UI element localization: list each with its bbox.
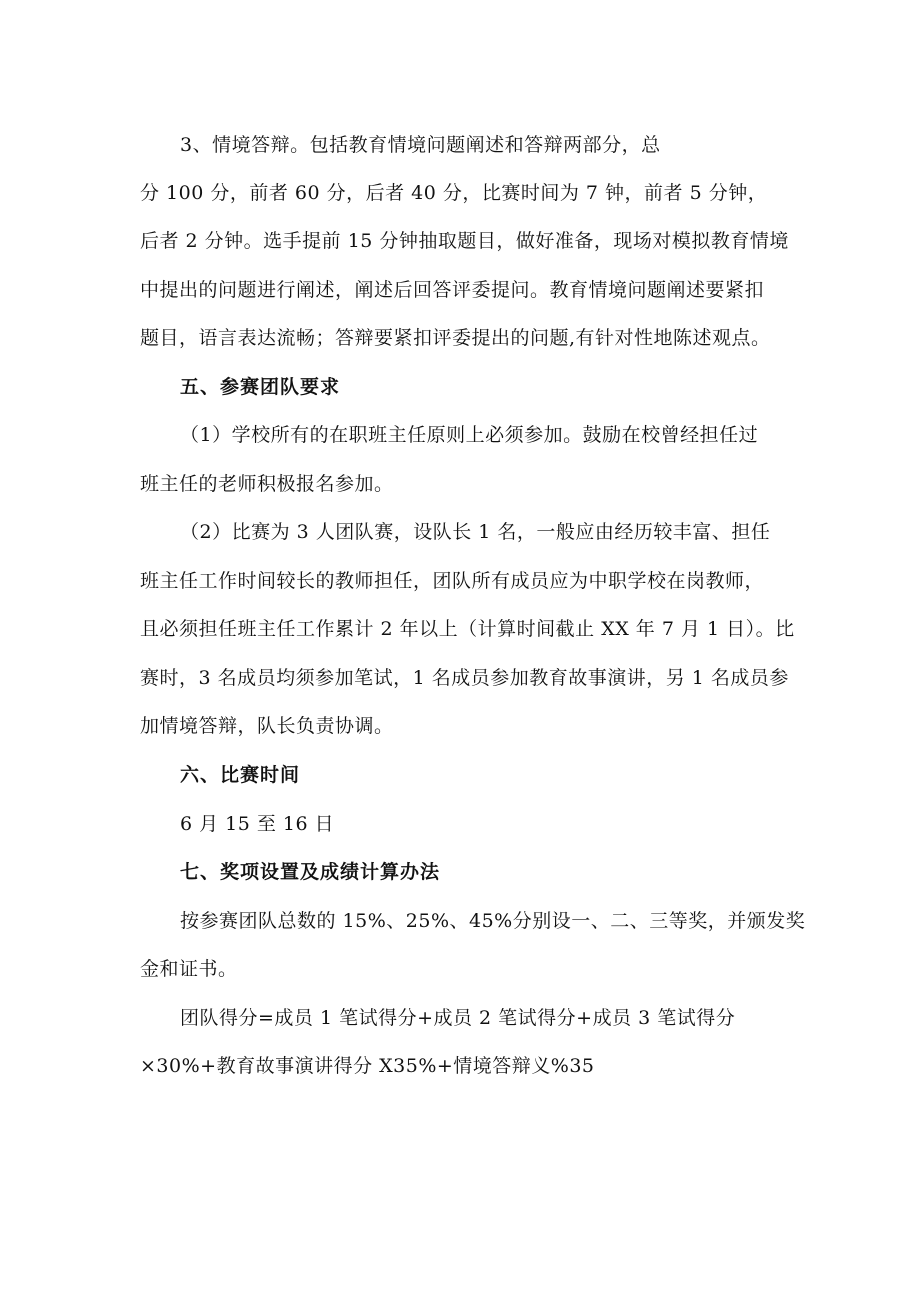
awards-line-2: 金和证书。	[140, 958, 238, 980]
team-requirement-item2-line-5: 加情境答辩，队长负责协调。	[140, 715, 394, 737]
team-requirement-item1-line-1: （1）学校所有的在职班主任原则上必须参加。鼓励在校曾经担任过	[180, 424, 759, 446]
team-requirement-item2-line-3: 且必须担任班主任工作累计 2 年以上（计算时间截止 XX 年 7 月 1 日）。比	[140, 618, 795, 640]
score-formula-line-2: ×30%+教育故事演讲得分 X35%+情境答辩义%35	[140, 1055, 595, 1077]
awards-line-1: 按参赛团队总数的 15%、25%、45%分别设一、二、三等奖，并颁发奖	[180, 910, 806, 932]
section-five-heading: 五、参赛团队要求	[180, 376, 341, 398]
situational-defense-line-3: 后者 2 分钟。选手提前 15 分钟抽取题目，做好准备，现场对模拟教育情境	[140, 230, 789, 252]
team-requirement-item2-line-1: （2）比赛为 3 人团队赛，设队长 1 名，一般应由经历较丰富、担任	[180, 521, 771, 543]
team-requirement-item1-line-2: 班主任的老师积极报名参加。	[140, 473, 394, 495]
situational-defense-line-1: 3、情境答辩。包括教育情境问题阐述和答辩两部分，总	[180, 134, 661, 156]
score-formula-line-1: 团队得分=成员 1 笔试得分+成员 2 笔试得分+成员 3 笔试得分	[180, 1007, 736, 1029]
competition-date: 6 月 15 至 16 日	[180, 813, 335, 835]
team-requirement-item2-line-4: 赛时，3 名成员均须参加笔试，1 名成员参加教育故事演讲，另 1 名成员参	[140, 667, 789, 689]
section-six-heading: 六、比赛时间	[180, 764, 301, 786]
section-seven-heading: 七、奖项设置及成绩计算办法	[180, 861, 441, 883]
team-requirement-item2-line-2: 班主任工作时间较长的教师担任，团队所有成员应为中职学校在岗教师，	[140, 570, 765, 592]
situational-defense-line-5: 题目，语言表达流畅；答辩要紧扣评委提出的问题,有针对性地陈述观点。	[140, 327, 771, 349]
situational-defense-line-4: 中提出的问题进行阐述，阐述后回答评委提问。教育情境问题阐述要紧扣	[140, 279, 765, 301]
situational-defense-line-2: 分 100 分，前者 60 分，后者 40 分，比赛时间为 7 钟，前者 5 分钟，	[140, 182, 768, 204]
